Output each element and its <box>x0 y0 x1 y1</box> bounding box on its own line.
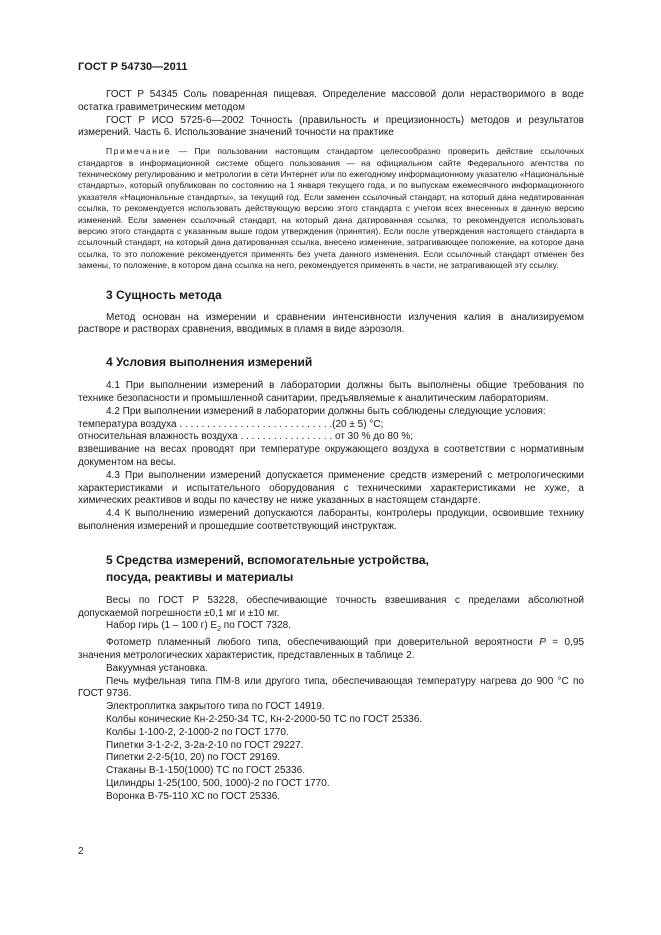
equipment-photometer <box>78 637 584 663</box>
equipment-volumetric-flasks: Колбы 1-100-2, 2-1000-2 по ГОСТ 1770. <box>106 726 289 738</box>
weights-standard: по ГОСТ 7328. <box>221 620 291 632</box>
reference-gost-54345: ГОСТ Р 54345 Соль поваренная пищевая. Определение массовой доли нерастворимого в воде остатка гравиметрическим методом <box>78 89 584 113</box>
condition-relative-humidity: относительная влажность воздуха . . . . . . . . . . . . . . . . . от 30 % до 80 %; <box>78 431 413 443</box>
photometer-text-end: = 0,95 значения метрологических характеристик, представленных в таблице 2. <box>78 637 584 661</box>
section-5-heading-line-2: посуда, реактивы и материалы <box>106 569 294 584</box>
equipment-muffle-furnace: Печь муфельная типа ПМ-8 или другого типа, обеспечивающая температуру нагрева до 900 °С по ГОСТ 9736. <box>78 675 584 700</box>
page-content <box>78 89 584 804</box>
clause-4-1: 4.1 При выполнении измерений в лаборатории должны быть выполнены общие требования по технике безопасности и промышленной санитарии, предъявляемые к аналитическим лабораториям. <box>78 380 584 405</box>
section-5-heading-line-1: 5 Средства измерений, вспомогательные устройства, <box>106 552 429 567</box>
weights-text: Набор гирь (1 – 100 г) E <box>106 620 218 632</box>
section-3-heading: 3 Сущность метода <box>106 287 222 302</box>
equipment-conical-flasks: Колбы конические Кн-2-250-34 ТС, Кн-2-2000-50 ТС по ГОСТ 25336. <box>106 713 423 725</box>
equipment-cylinders: Цилиндры 1-25(100, 500, 1000)-2 по ГОСТ 1770. <box>106 777 330 789</box>
page-number: 2 <box>78 846 84 857</box>
reference-iso-5725-6: ГОСТ Р ИСО 5725-6—2002 Точность (правильность и прецизионность) методов и результатов измерений. Часть 6. Использование значений точности на практике <box>78 114 584 139</box>
clause-4-2: 4.2 При выполнении измерений в лаборатории должны быть соблюдены следующие условия: <box>106 405 546 417</box>
note-paragraph <box>78 146 584 271</box>
section-3-text: Метод основан на измерении и сравнении интенсивности излучения калия в анализируемом растворе и растворах сравнения, вводимых в пламя в виде аэрозоля. <box>78 311 584 336</box>
equipment-pipettes-29169: Пипетки 2-2-5(10, 20) по ГОСТ 29169. <box>106 752 281 764</box>
clause-4-3: 4.3 При выполнении измерений допускается применение средств измерений с метрологическими характеристиками и испытательного оборудования с техническими характеристиками не хуже, а химических реактивов и воды по качеству не ниже указанных в настоящем стандарте. <box>78 469 584 507</box>
document-header: ГОСТ Р 54730—2011 <box>78 61 188 73</box>
equipment-weights <box>78 620 584 637</box>
clause-4-4: 4.4 К выполнению измерений допускаются лаборанты, контролеры продукции, освоившие технику выполнения измерений и прошедшие соответствующий инструктаж. <box>78 508 584 533</box>
probability-variable: P <box>539 637 546 649</box>
equipment-funnel: Воронка В-75-110 ХС по ГОСТ 25336. <box>106 790 281 802</box>
section-5-heading <box>78 552 584 586</box>
equipment-scales: Весы по ГОСТ Р 53228, обеспечивающие точность взвешивания с пределами абсолютной допускаемой погрешности ±0,1 мг и ±10 мг. <box>78 594 584 619</box>
section-4-heading: 4 Условия выполнения измерений <box>106 355 313 370</box>
equipment-beakers: Стаканы В-1-150(1000) ТС по ГОСТ 25336. <box>106 765 306 777</box>
weights-class-subscript: 2 <box>217 626 221 634</box>
photometer-text: Фотометр пламенный любого типа, обеспечивающий при доверительной вероятности <box>106 637 540 649</box>
note-text: — При пользовании настоящим стандартом целесообразно проверить действие ссылочных стандартов в информационной системе общего пользования — на официальном сайте Федерального агентства по техническому регулированию и метрологии в сети Интернет или по ежегодному информационному указателю «Национальные стандарты», который опубликован по состоянию на 1 января текущего года, и по выпускам ежемесячного информационного указателя «Национальные стандарты», за текущий год. Если заменен ссылочный стандарт, на который дана недатированная ссылка, то рекомендуется использовать действующую версию этого стандарта с учетом всех внесенных в данную версию изменений. Если заменен ссылочный стандарт, на который дана датированная ссылка, то рекомендуется использовать версию этого стандарта с указанным выше годом утверждения (принятия). Если после утверждения настоящего стандарта в ссылочный стандарт, на который дана датированная ссылка, внесено изменение, затрагивающее положение, на которое дана ссылка, то это положение рекомендуется применять без учета данного изменения. Если ссылочный стандарт отменен без замены, то положение, в котором дана ссылка на него, рекомендуется применять в части, не затрагивающей эту ссылку. <box>78 146 584 271</box>
equipment-hotplate: Электроплитка закрытого типа по ГОСТ 14919. <box>106 701 325 713</box>
equipment-vacuum-unit: Вакуумная установка. <box>106 662 209 674</box>
note-label: Примечание <box>106 146 172 157</box>
condition-air-temperature: температура воздуха . . . . . . . . . . . . . . . . . . . . . . . . . . . .(20 ± 5) °С; <box>78 418 384 430</box>
condition-weighing: взвешивание на весах проводят при температуре окружающего воздуха в соответствии с нормативным документом на весы. <box>78 444 584 469</box>
equipment-pipettes-29227: Пипетки 3-1-2-2, 3-2а-2-10 по ГОСТ 29227. <box>106 739 304 751</box>
